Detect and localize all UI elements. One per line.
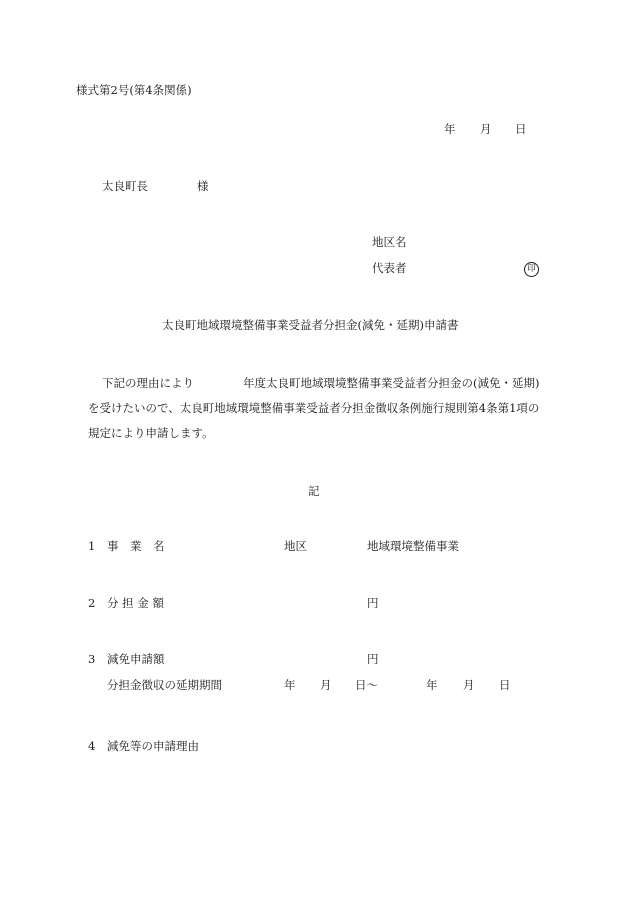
body-line1-suffix: 年度太良町地域環境整備事業受益者分担金の(減免・延期) <box>243 376 540 390</box>
form-number: 様式第2号(第4条関係) <box>76 83 192 97</box>
item-3-label: 減免申請額 <box>107 652 165 666</box>
item-3-extension-label: 分担金徴収の延期期間 <box>107 678 222 692</box>
item-1-district: 地区 <box>284 539 307 553</box>
addressee-name: 太良町長 <box>102 179 148 193</box>
date-year-label: 年 <box>444 122 456 136</box>
body-line3: 規定により申請します。 <box>88 426 214 440</box>
item-3-from-month: 月 <box>320 678 332 692</box>
item-1-number: 1 <box>88 539 96 553</box>
addressee-honorific: 様 <box>197 179 209 193</box>
item-3-to-year: 年 <box>426 678 438 692</box>
ki-heading: 記 <box>308 484 320 498</box>
item-4-label: 減免等の申請理由 <box>107 739 199 753</box>
item-3-from-day: 日〜 <box>355 678 378 692</box>
item-2-label: 分 担 金 額 <box>107 596 164 610</box>
date-day-label: 日 <box>515 122 527 136</box>
district-name-label: 地区名 <box>372 235 407 249</box>
item-2-number: 2 <box>88 596 96 610</box>
item-3-number: 3 <box>88 652 96 666</box>
document-title: 太良町地域環境整備事業受益者分担金(減免・延期)申請書 <box>162 318 459 332</box>
item-2-unit: 円 <box>367 596 379 610</box>
item-1-label: 事 業 名 <box>107 539 165 553</box>
item-3-from-year: 年 <box>284 678 296 692</box>
body-line1-prefix: 下記の理由により <box>102 376 194 390</box>
body-line2: を受けたいので、太良町地域環境整備事業受益者分担金徴収条例施行規則第4条第1項の <box>88 401 540 415</box>
date-month-label: 月 <box>480 122 492 136</box>
representative-label: 代表者 <box>372 261 407 275</box>
seal-mark: 印 <box>524 262 539 277</box>
item-3-to-month: 月 <box>463 678 475 692</box>
item-3-unit: 円 <box>367 652 379 666</box>
item-1-project: 地域環境整備事業 <box>367 539 459 553</box>
item-3-to-day: 日 <box>499 678 511 692</box>
item-4-number: 4 <box>88 739 96 753</box>
